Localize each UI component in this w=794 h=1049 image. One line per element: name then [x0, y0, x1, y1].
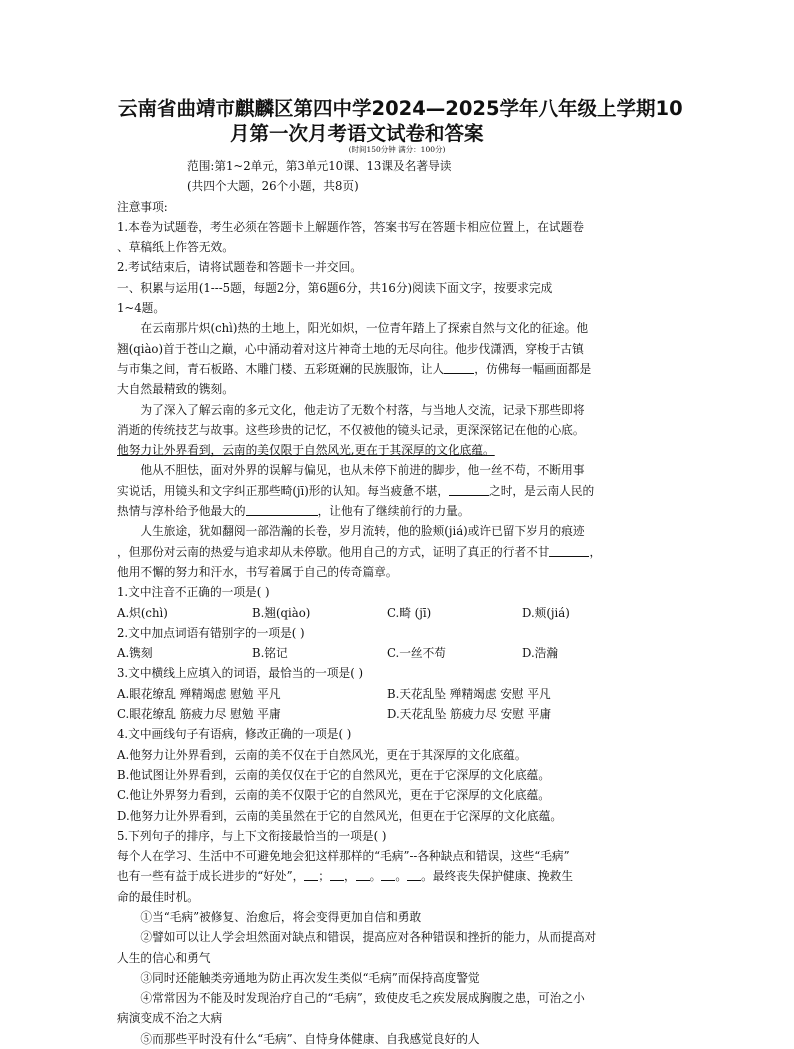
question-5-stem: 5.下列句子的排序，与上下文衔接最恰当的一项是( ): [117, 828, 387, 843]
question-4-stem: 4.文中画线句子有语病，修改正确的一项是( ): [117, 727, 352, 742]
passage-text: 之时，是云南人民的: [489, 483, 595, 498]
fill-blank[interactable]: [246, 503, 318, 516]
fill-blank[interactable]: [407, 868, 421, 881]
option-b[interactable]: B.他试图让外界看到，云南的美仅仅在于它的自然风光，更在于它深厚的文化底蕴。: [117, 767, 551, 782]
section-1-intro: 一、积累与运用(1---5题，每题2分，第6题6分，共16分)阅读下面文字，按要求完成: [117, 280, 553, 295]
context-text: ，: [343, 869, 356, 884]
fill-blank[interactable]: [381, 868, 395, 881]
passage-text: 与市集之间，青石板路、木雕门楼、五彩斑斓的民族服饰，让人: [117, 361, 445, 376]
question-5-context: [117, 866, 679, 886]
passage-line: 翘(qiào)首于苍山之巅，心中涌动着对这片神奇土地的无尽向往。他步伐潇洒，穿梭于古镇: [117, 341, 584, 356]
option-a[interactable]: A.他努力让外界看到，云南的美不仅在于自然风光，更在于其深厚的文化底蕴。: [117, 747, 527, 762]
section-1-intro-cont: 1~4题。: [117, 301, 166, 316]
passage-text: ，: [589, 544, 602, 559]
option-d[interactable]: D.天花乱坠 筋疲力尽 安慰 平庸: [387, 707, 552, 722]
fill-blank[interactable]: [444, 361, 474, 374]
underlined-sentence: 他努力让外界看到，云南的美仅限于自然风光,更在于其深厚的文化底蕴。: [117, 443, 495, 458]
sentence-item-cont: 病演变成不治之大病: [117, 1011, 223, 1026]
question-3-stem: 3.文中横线上应填入的词语，最恰当的一项是( ): [117, 666, 364, 681]
option-c[interactable]: C.眼花缭乱 筋疲力尽 慰勉 平庸: [117, 707, 281, 722]
passage-line: 人生旅途，犹如翻阅一部浩瀚的长卷，岁月流转，他的脸颊(jiá)或许已留下岁月的痕迹: [140, 524, 585, 539]
passage-text: ，让他有了继续前行的力量。: [317, 504, 470, 519]
sentence-item: ⑤而那些平时没有什么“毛病”、自恃身体健康、自我感觉良好的人: [140, 1031, 480, 1046]
option-d[interactable]: D.他努力让外界看到，云南的美虽然在于它的自然风光，但更在于它深厚的文化底蕴。: [117, 808, 563, 823]
passage-line: 大自然最精致的镌刻。: [117, 382, 234, 397]
option-c[interactable]: C.他让外界努力看到，云南的美不仅限于它的自然风光，更在于它深厚的文化底蕴。: [117, 788, 550, 803]
passage-line: 在云南那片炽(chì)热的土地上，阳光如炽，一位青年踏上了探索自然与文化的征途。他: [140, 321, 589, 336]
option-d[interactable]: D.颊(jiá): [522, 605, 570, 620]
context-text: ；: [318, 869, 330, 884]
exam-body: [117, 156, 679, 1049]
fill-blank[interactable]: [356, 868, 370, 881]
scope-line: 范围:第1~2单元，第3单元10课、13课及名著导读: [187, 159, 452, 173]
sentence-item: ③同时还能触类旁通地为防止再次发生类似“毛病”而保持高度警觉: [140, 970, 480, 985]
context-text: 。: [369, 869, 382, 884]
option-c[interactable]: C.一丝不苟: [387, 646, 446, 661]
question-5-context: 命的最佳时机。: [117, 889, 199, 904]
title-line-2: 月第一次月考语文试卷和答案: [230, 122, 484, 145]
passage-line: [117, 359, 679, 379]
fill-blank[interactable]: [549, 544, 589, 557]
note-1: 1.本卷为试题卷，考生必须在答题卡上解题作答，答案书写在答题卡相应位置上，在试题卷: [117, 219, 584, 234]
passage-text: 热情与淳朴给予他最大的: [117, 504, 246, 519]
note-2: 2.考试结束后，请将试题卷和答题卡一并交回。: [117, 260, 362, 275]
fill-blank[interactable]: [330, 868, 344, 881]
passage-line: 他用不懈的努力和汗水，书写着属于自己的传奇篇章。: [117, 564, 398, 579]
option-b[interactable]: B.天花乱坠 殚精竭虑 安慰 平凡: [387, 686, 551, 701]
passage-text: ，仿佛每一幅画面都是: [474, 361, 592, 376]
option-d[interactable]: D.浩瀚: [522, 646, 559, 661]
option-b[interactable]: B.铭记: [252, 646, 288, 661]
document-title: [118, 96, 718, 146]
sentence-item: ①当“毛病”被修复、治愈后，将会变得更加自信和勇敢: [140, 909, 422, 924]
fill-blank[interactable]: [449, 483, 489, 496]
option-a[interactable]: A.眼花缭乱 殚精竭虑 慰勉 平凡: [117, 686, 281, 701]
question-2-stem: 2.文中加点词语有错别字的一项是( ): [117, 625, 305, 640]
option-b[interactable]: B.翘(qiào): [252, 605, 311, 620]
question-3-options: [117, 704, 679, 724]
question-2-options: [117, 643, 679, 663]
scope-summary: (共四个大题，26个小题，共8页): [187, 179, 359, 194]
passage-text: 实说话，用镜头和文字纠正那些畸(jī)形的认知。每当疲惫不堪，: [117, 483, 450, 498]
passage-line: [117, 501, 679, 521]
option-a[interactable]: A.镌刻: [117, 646, 153, 661]
time-score-note: (时间150分钟 满分：100分): [348, 145, 446, 154]
question-1-options: [117, 603, 679, 623]
passage-line: [117, 481, 679, 501]
context-text: 。: [395, 869, 408, 884]
question-5-context: 每个人在学习、生活中不可避免地会犯这样那样的“毛病”--各种缺点和错误，这些“毛病”: [117, 849, 570, 864]
passage-text: ，但那份对云南的热爱与追求却从未停歇。他用自己的方式，证明了真正的行者不甘: [117, 544, 550, 559]
option-c[interactable]: C.畸 (jī): [387, 605, 432, 620]
question-3-options: [117, 684, 679, 704]
sentence-item: ②譬如可以让人学会坦然面对缺点和错误，提高应对各种错误和挫折的能力，从而提高对: [140, 930, 597, 945]
context-text: 也有一些有益于成长进步的“好处”，: [117, 869, 305, 884]
context-text: 。最终丧失保护健康、挽救生: [421, 869, 574, 884]
question-1-stem: 1.文中注音不正确的一项是( ): [117, 585, 270, 600]
passage-line: 为了深入了解云南的多元文化，他走访了无数个村落，与当地人交流，记录下那些即将: [140, 402, 585, 417]
sentence-item-cont: 人生的信心和勇气: [117, 950, 211, 965]
fill-blank[interactable]: [304, 868, 318, 881]
passage-line: 消逝的传统技艺与故事。这些珍贵的记忆，不仅被他的镜头记录，更深深铭记在他的心底。: [117, 422, 585, 437]
sentence-item: ④常常因为不能及时发现治疗自己的“毛病”，致使皮毛之疾发展成胸腹之患，可治之小: [140, 991, 585, 1006]
option-a[interactable]: A.炽(chì): [117, 605, 168, 620]
notes-heading: 注意事项:: [117, 199, 168, 214]
passage-line: [117, 542, 679, 562]
note-1-cont: 、草稿纸上作答无效。: [117, 240, 234, 255]
passage-line: 他从不胆怯，面对外界的误解与偏见，也从未停下前进的脚步，他一丝不苟，不断用事: [140, 463, 585, 478]
title-line-1: 云南省曲靖市麒麟区第四中学2024—2025学年八年级上学期10: [118, 97, 683, 120]
